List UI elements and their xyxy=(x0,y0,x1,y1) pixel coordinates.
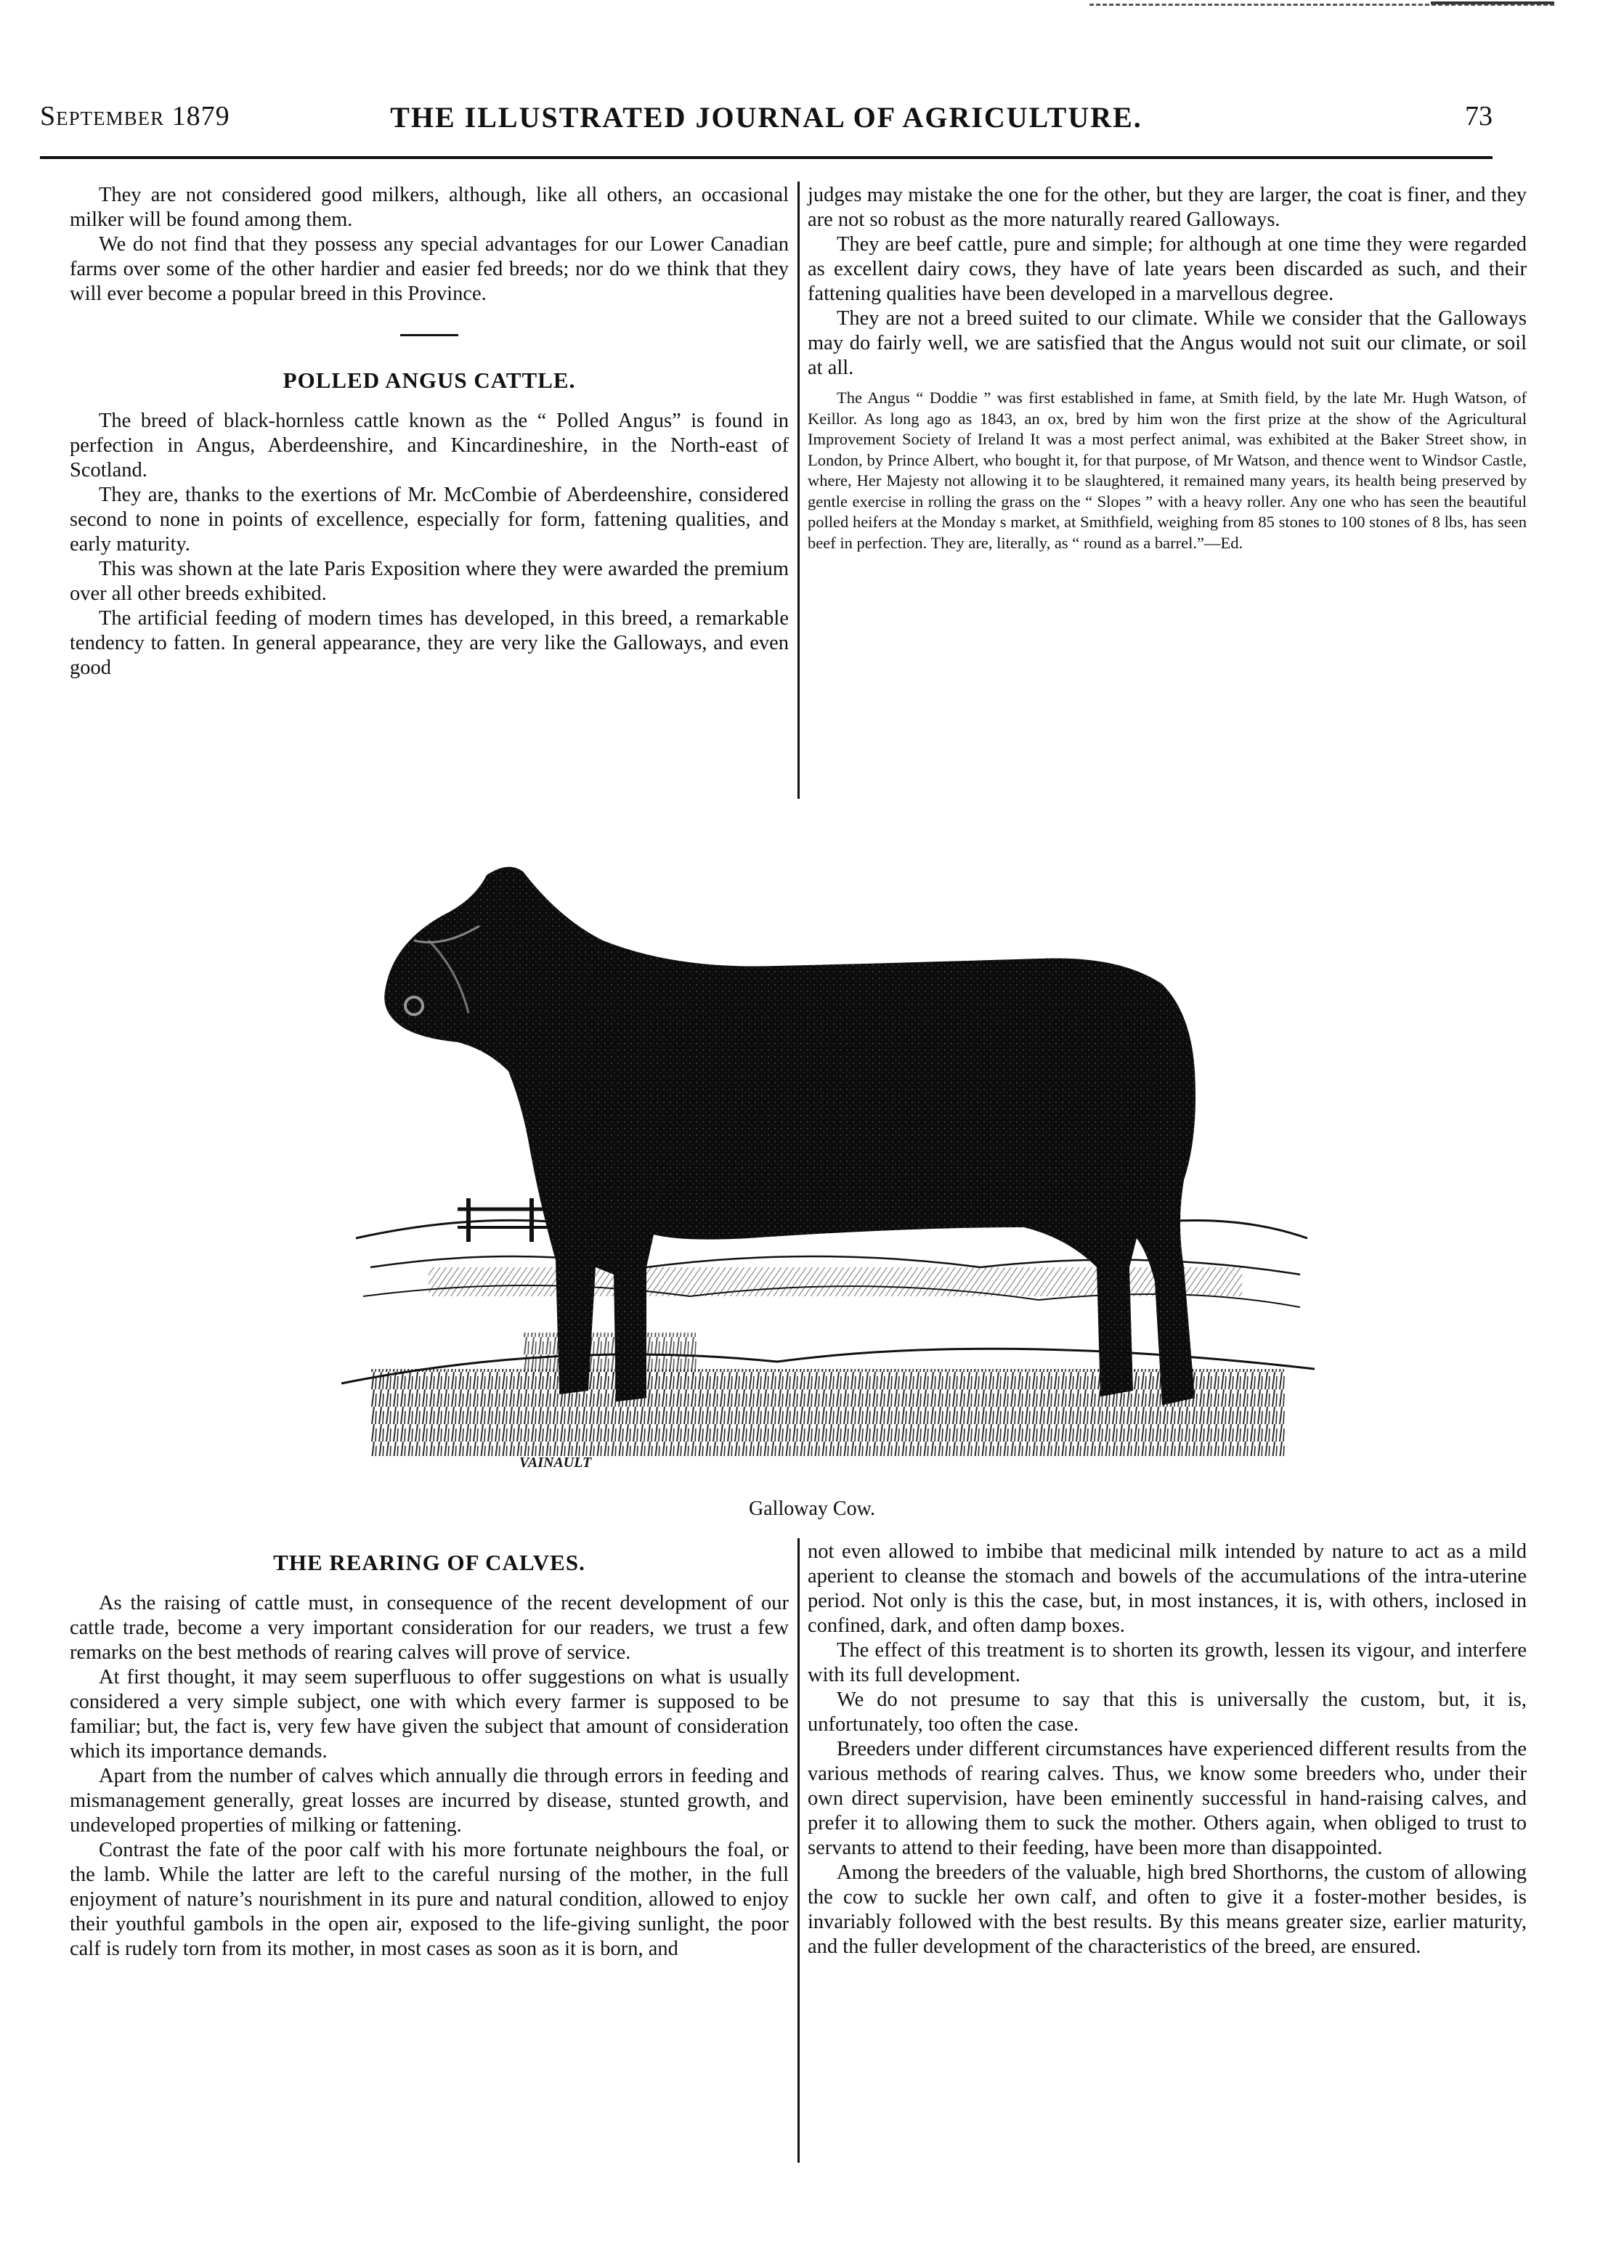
top-edge-bar xyxy=(1431,1,1554,4)
paragraph: They are not a breed suited to our climate. While we consider that the Galloways may do fairly well, we are satisfied that the Angus would not suit our climate, or soil at all. xyxy=(808,307,1527,379)
header-rule xyxy=(40,156,1493,159)
section-divider xyxy=(400,334,458,336)
engraver-signature: VAINAULT xyxy=(519,1455,592,1471)
bottom-left-column xyxy=(70,1550,789,1962)
running-header xyxy=(40,100,1493,144)
top-right-column xyxy=(808,183,1527,553)
paragraph: The artificial feeding of modern times has developed, in this breed, a remarkable tendency to fatten. In general appearance, they are very like the Galloways, and even good xyxy=(70,607,789,679)
paragraph: judges may mistake the one for the other, but they are larger, the coat is finer, and they are not so robust as the more naturally reared Galloways. xyxy=(808,184,1527,231)
cow xyxy=(384,867,1195,1405)
paragraph: At first thought, it may seem superfluous to offer suggestions on what is usually considered a very simple subject, one with which every farmer is supposed to be familiar; but, the fact is, very few have given the subject that amount of consideration which its importance demands. xyxy=(70,1666,789,1763)
paragraph: This was shown at the late Paris Exposition where they were awarded the premium over all other breeds exhibited. xyxy=(70,558,789,605)
paragraph: Apart from the number of calves which annually die through errors in feeding and mismanagement generally, great losses are incurred by disease, stunted growth, and undeveloped properties of milking or fattening. xyxy=(70,1765,789,1837)
galloway-cow-engraving xyxy=(341,832,1315,1485)
paragraph: not even allowed to imbibe that medicinal milk intended by nature to act as a mild aperient to cleanse the stomach and bowels of the accumulations of the intra-uterine period. Not only is this the case, but, in most instances, it is, with others, inclosed in confined, dark, and often damp boxes. xyxy=(808,1540,1527,1637)
column-rule-bottom xyxy=(797,1538,800,2163)
top-left-column xyxy=(70,183,789,680)
paragraph: They are not considered good milkers, although, like all others, an occasional milker will be found among them. xyxy=(70,184,789,231)
paragraph: They are, thanks to the exertions of Mr. McCombie of Aberdeenshire, considered second to none in points of excellence, especially for form, fattening qualities, and early maturity. xyxy=(70,484,789,556)
paragraph: As the raising of cattle must, in consequence of the recent development of our cattle trade, become a very important consideration for our readers, we trust a few remarks on the best methods of rearing calves will prove of service. xyxy=(70,1592,789,1664)
paragraph: Contrast the fate of the poor calf with his more fortunate neighbours the foal, or the lamb. While the latter are left to the careful nursing of the mother, in the full enjoyment of nature’s nourishment in its pure and natural condition, allowed to enjoy their youthful gambols in the open air, exposed to the life-giving sunlight, the poor calf is rudely torn from its mother, in most cases as soon as it is born, and xyxy=(70,1839,789,1960)
rearing-heading: THE REARING OF CALVES. xyxy=(273,1550,585,1575)
paragraph: The breed of black-hornless cattle known as the “ Polled Angus” is found in perfection in Angus, Aberdeenshire, and Kincardineshire, in the North-east of Scotland. xyxy=(70,410,789,481)
editor-note: The Angus “ Doddie ” was first established in fame, at Smith field, by the late Mr. Hugh Watson, of Keillor. As long ago as 1843, an ox, bred by him won the first prize at the show of the Agricultural Improvement Society of Ireland It was a most perfect animal, was exhibited at the Baker Street show, in London, by Prince Albert, who bought it, for that purpose, of Mr Watson, and thence went to Windsor Castle, where, Her Majesty not allowing it to be slaughtered, it remained many years, its health being preserved by gentle exercise in rolling the grass on the “ Slopes ” with a heavy roller. Any one who has seen the beautiful polled heifers at the Monday s market, at Smithfield, weighing from 85 stones to 100 stones of 8 lbs, has seen beef in perfection. They are, literally, as “ round as a barrel.”—Ed. xyxy=(808,389,1527,552)
journal-title: THE ILLUSTRATED JOURNAL OF AGRICULTURE. xyxy=(390,101,1142,134)
paragraph: We do not presume to say that this is universally the custom, but, it is, unfortunately, too often the case. xyxy=(808,1688,1527,1736)
paragraph: We do not find that they possess any special advantages for our Lower Canadian farms over some of the other hardier and easier fed breeds; nor do we think that they will ever become a popular breed in this Province. xyxy=(70,233,789,305)
polled-angus-heading: POLLED ANGUS CATTLE. xyxy=(283,367,576,393)
header-date: September 1879 xyxy=(40,101,230,131)
column-rule-top xyxy=(797,182,800,799)
bottom-right-column xyxy=(808,1540,1527,1959)
paragraph: Breeders under different circumstances have experienced different results from the various methods of rearing calves. Thus, we know some breeders who, under their own direct supervision, have been eminently successful in hand-raising calves, and prefer it to allowing them to suck the mother. Others again, when obliged to trust to servants to attend to their feeding, have been more than disappointed. xyxy=(808,1738,1527,1859)
paragraph: They are beef cattle, pure and simple; for although at one time they were regarded as excellent dairy cows, they have of late years been discarded as such, and their fattening qualities have been developed in a marvellous degree. xyxy=(808,233,1527,305)
paragraph: The effect of this treatment is to shorten its growth, lessen its vigour, and interfere with its full development. xyxy=(808,1639,1527,1686)
page-number: 73 xyxy=(1465,101,1493,131)
paragraph: Among the breeders of the valuable, high bred Shorthorns, the custom of allowing the cow to suckle her own calf, and often to give it a foster-mother besides, is invariably followed with the best results. By this means greater size, earlier maturity, and the fuller development of the characteristics of the breed, are ensured. xyxy=(808,1861,1527,1958)
figure-caption: Galloway Cow. xyxy=(749,1497,875,1520)
